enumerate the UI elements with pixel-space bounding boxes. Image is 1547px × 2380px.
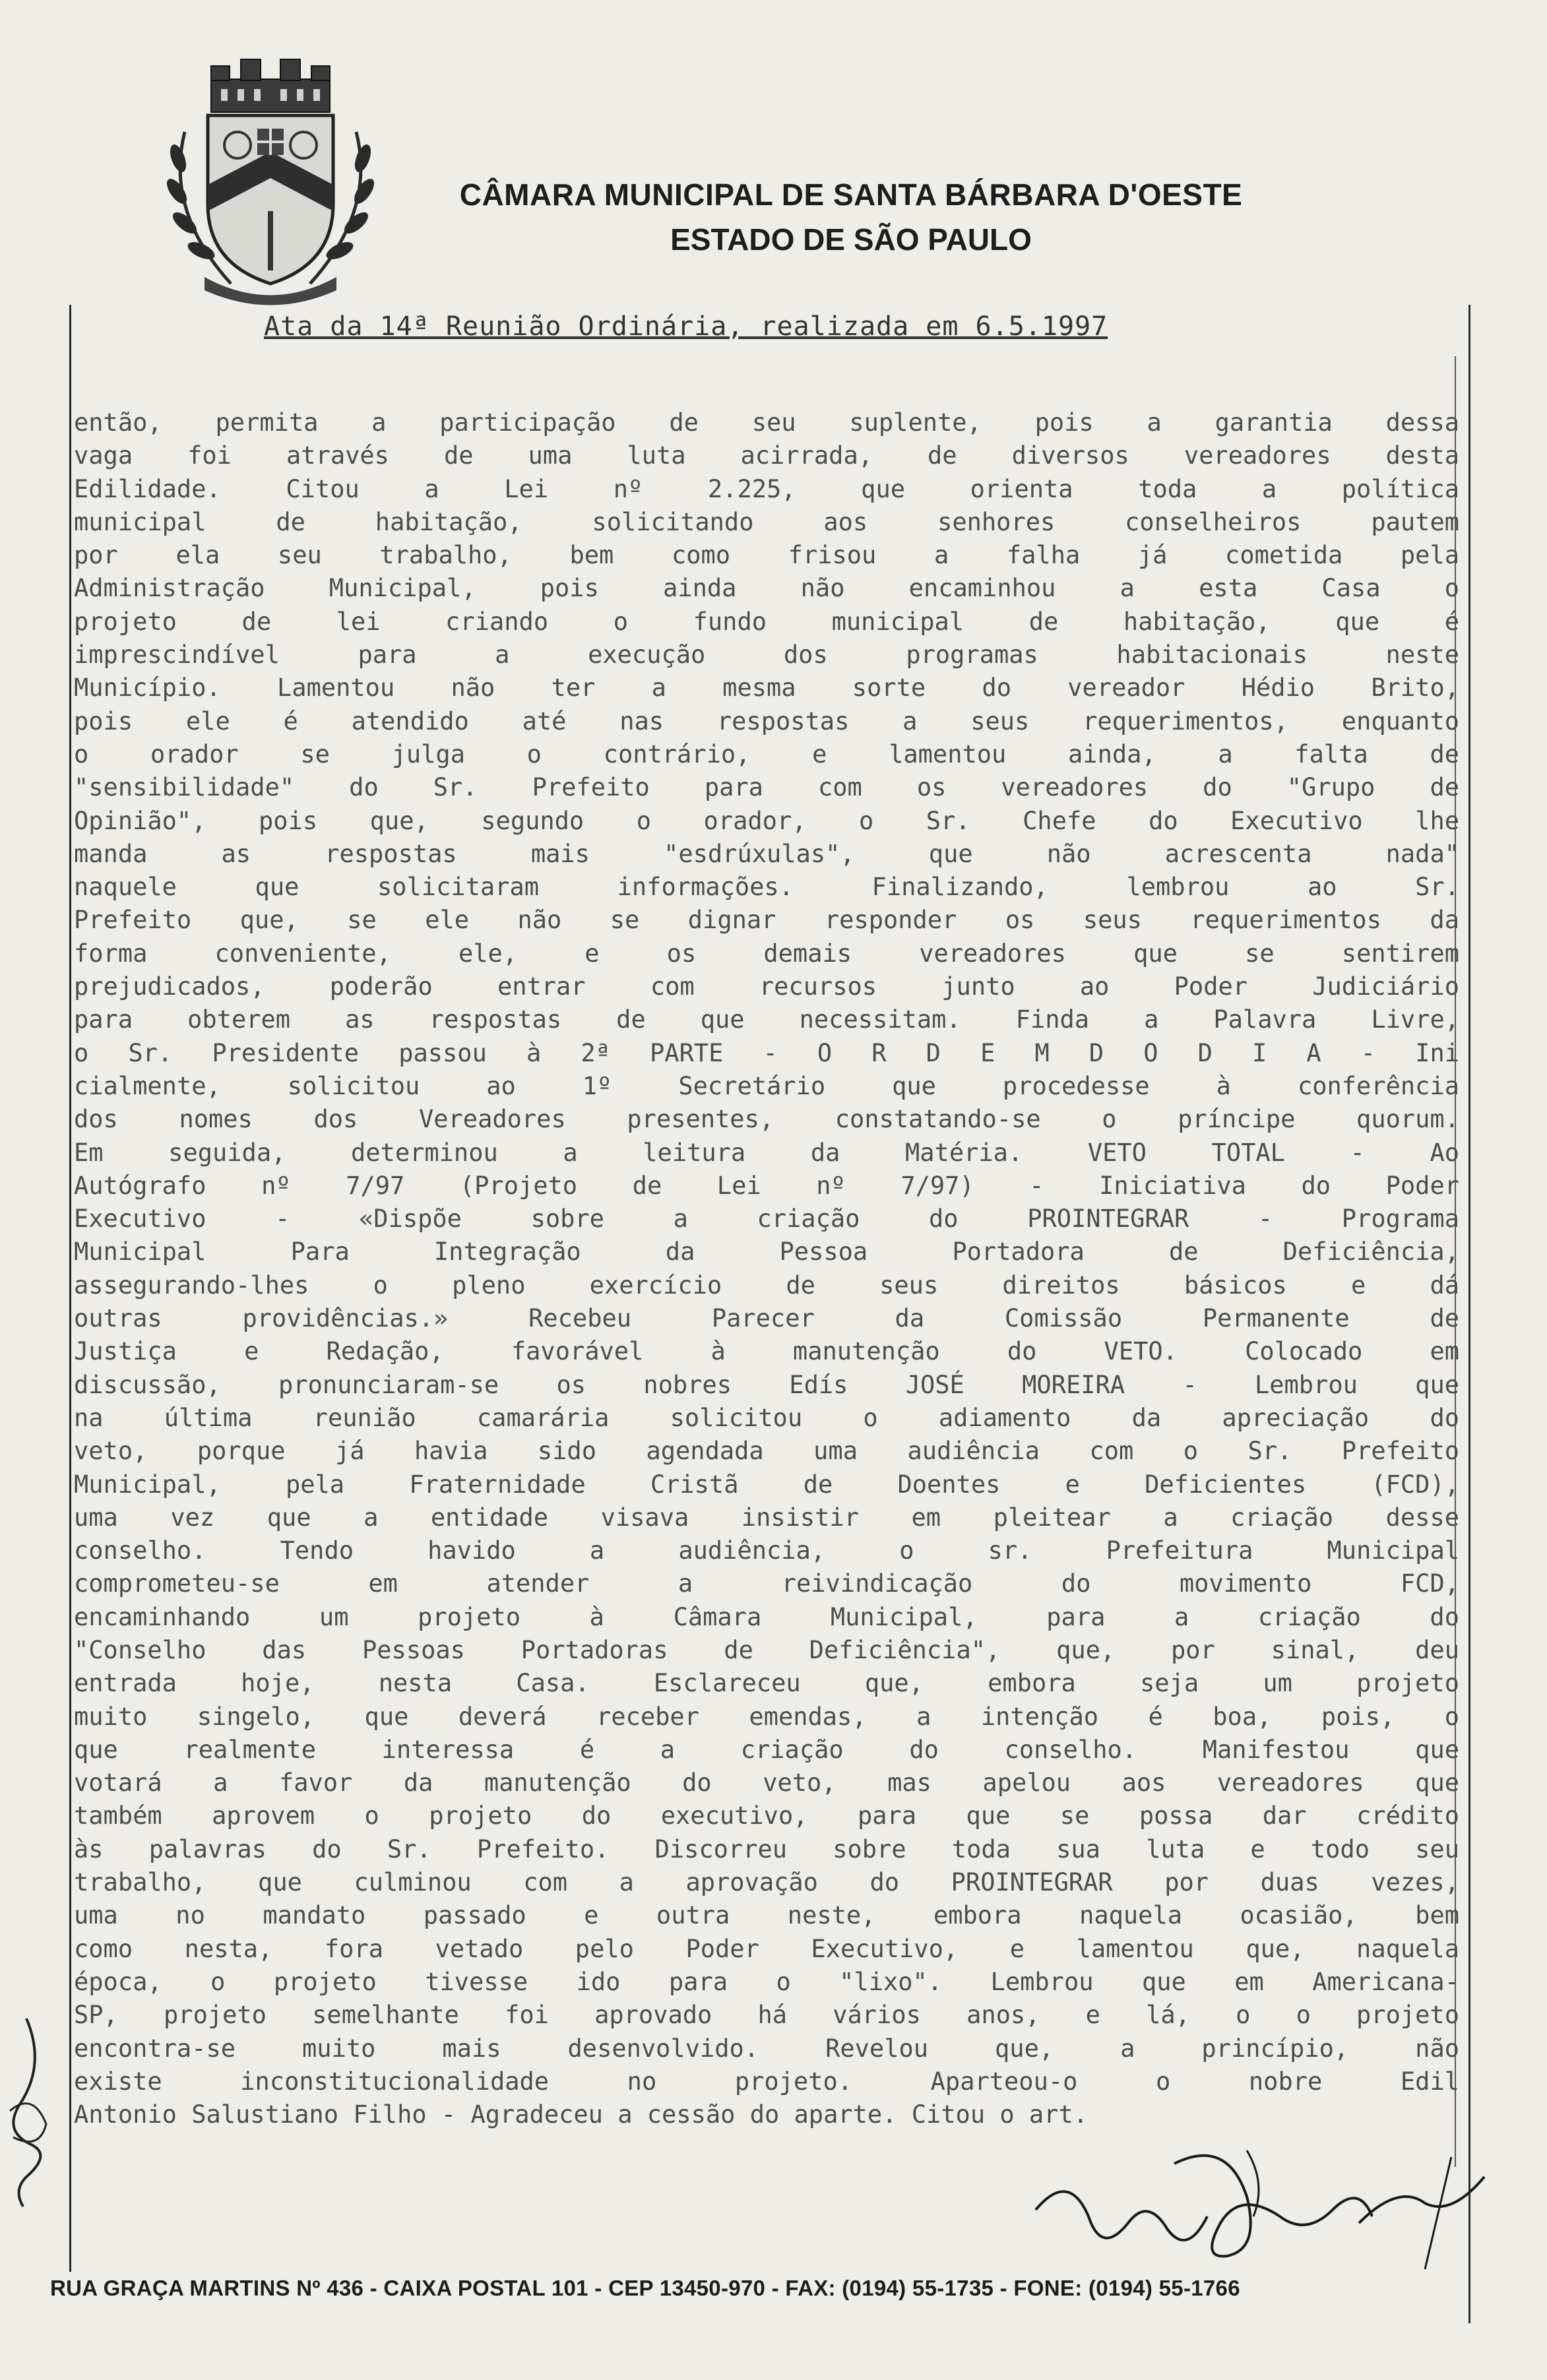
signature-right [1029, 2144, 1491, 2276]
text-line: naquele que solicitaram informações. Finalizando, lembrou ao Sr. [74, 873, 1459, 902]
text-line: Municipal, pela Fraternidade Cristã de Doentes e Deficientes (FCD), [74, 1470, 1459, 1499]
text-line: assegurando-lhes o pleno exercício de seus direitos básicos e dá [74, 1270, 1459, 1300]
address-footer: RUA GRAÇA MARTINS Nº 436 - CAIXA POSTAL 101 - CEP 13450-970 - FAX: (0194) 55-1735 - FONE: (0194) 55-1766 [50, 2276, 1240, 2300]
margin-line-left [69, 305, 71, 2272]
text-line: votará a favor da manutenção do veto, mas apelou aos vereadores que [74, 1769, 1459, 1798]
text-line: SP, projeto semelhante foi aprovado há vários anos, e lá, o o projeto [74, 2001, 1459, 2030]
text-line: muito singelo, que deverá receber emendas, a intenção é boa, pois, o [74, 1702, 1459, 1731]
text-line: municipal de habitação, solicitando aos senhores conselheiros pautem [74, 507, 1459, 536]
text-line: então, permita a participação de seu suplente, pois a garantia dessa [74, 408, 1459, 437]
text-line: comprometeu-se em atender a reivindicação do movimento FCD, [74, 1569, 1459, 1598]
text-line: Em seguida, determinou a leitura da Matéria. VETO TOTAL - Ao [74, 1138, 1459, 1167]
state-name: ESTADO DE SÃO PAULO [670, 222, 1032, 257]
text-line: o orador se julga o contrário, e lamentou ainda, a falta de [74, 739, 1459, 768]
text-line: forma conveniente, ele, e os demais vereadores que se sentirem [74, 939, 1459, 968]
text-line: por ela seu trabalho, bem como frisou a falha já cometida pela [74, 541, 1459, 570]
text-line: Opinião", pois que, segundo o orador, o Sr. Chefe do Executivo lhe [74, 806, 1459, 835]
minutes-body [74, 406, 1459, 2131]
text-line: época, o projeto tivesse ido para o "lixo". Lembrou que em Americana- [74, 1967, 1459, 1996]
text-line: pois ele é atendido até nas respostas a seus requerimentos, enquanto [74, 706, 1459, 736]
text-line: existe inconstitucionalidade no projeto. Aparteou-o o nobre Edil [74, 2067, 1459, 2096]
text-line: para obterem as respostas de que necessitam. Finda a Palavra Livre, [74, 1005, 1459, 1034]
text-line: prejudicados, poderão entrar com recursos junto ao Poder Judiciário [74, 972, 1459, 1001]
text-line: outras providências.» Recebeu Parecer da Comissão Permanente de [74, 1304, 1459, 1333]
text-line: imprescindível para a execução dos programas habitacionais neste [74, 641, 1459, 670]
text-line: cialmente, solicitou ao 1º Secretário que procedesse à conferência [74, 1071, 1459, 1100]
text-line: Justiça e Redação, favorável à manutenção do VETO. Colocado em [74, 1337, 1459, 1366]
text-line: entrada hoje, nesta Casa. Esclareceu que, embora seja um projeto [74, 1669, 1459, 1698]
text-line: também aprovem o projeto do executivo, para que se possa dar crédito [74, 1801, 1459, 1831]
text-line: discussão, pronunciaram-se os nobres Edís JOSÉ MOREIRA - Lembrou que [74, 1370, 1459, 1399]
municipal-crest-icon [158, 53, 383, 310]
text-line: Autógrafo nº 7/97 (Projeto de Lei nº 7/97) - Iniciativa do Poder [74, 1171, 1459, 1200]
text-line: o Sr. Presidente passou à 2ª PARTE - O R D E M D O D I A - Ini [74, 1038, 1459, 1067]
institution-name: CÂMARA MUNICIPAL DE SANTA BÁRBARA D'OESTE [459, 177, 1243, 212]
text-line: "sensibilidade" do Sr. Prefeito para com os vereadores do "Grupo de [74, 773, 1459, 802]
text-line: como nesta, fora vetado pelo Poder Executivo, e lamentou que, naquela [74, 1934, 1459, 1963]
text-line: que realmente interessa é a criação do conselho. Manifestou que [74, 1735, 1459, 1764]
text-line: uma no mandato passado e outra neste, embora naquela ocasião, bem [74, 1901, 1459, 1930]
margin-line-right [1468, 305, 1470, 2323]
text-line: vaga foi através de uma luta acirrada, de diversos vereadores desta [74, 441, 1459, 470]
text-line: Município. Lamentou não ter a mesma sorte do vereador Hédio Brito, [74, 673, 1459, 703]
text-line: conselho. Tendo havido a audiência, o sr. Prefeitura Municipal [74, 1536, 1459, 1565]
minutes-title: Ata da 14ª Reunião Ordinária, realizada em 6.5.1997 [264, 311, 1108, 342]
text-line: dos nomes dos Vereadores presentes, constatando-se o príncipe quorum. [74, 1105, 1459, 1134]
text-line: Executivo - «Dispõe sobre a criação do PROINTEGRAR - Programa [74, 1205, 1459, 1234]
text-line: encontra-se muito mais desenvolvido. Revelou que, a princípio, não [74, 2034, 1459, 2063]
text-line: manda as respostas mais "esdrúxulas", que não acrescenta nada" [74, 839, 1459, 868]
text-line: Edilidade. Citou a Lei nº 2.225, que orienta toda a política [74, 474, 1459, 503]
text-line: Administração Municipal, pois ainda não encaminhou a esta Casa o [74, 574, 1459, 603]
text-line: "Conselho das Pessoas Portadoras de Deficiência", que, por sinal, deu [74, 1635, 1459, 1664]
text-line: Antonio Salustiano Filho - Agradeceu a cessão do aparte. Citou o art. [74, 2100, 1089, 2129]
text-line: Municipal Para Integração da Pessoa Portadora de Deficiência, [74, 1237, 1459, 1267]
text-line: encaminhando um projeto à Câmara Municipal, para a criação do [74, 1602, 1459, 1631]
text-line: Prefeito que, se ele não se dignar responder os seus requerimentos da [74, 906, 1459, 935]
text-line: veto, porque já havia sido agendada uma audiência com o Sr. Prefeito [74, 1437, 1459, 1466]
text-line: uma vez que a entidade visava insistir em pleitear a criação desse [74, 1503, 1459, 1532]
text-line: trabalho, que culminou com a aprovação do PROINTEGRAR por duas vezes, [74, 1868, 1459, 1897]
text-line: na última reunião camarária solicitou o adiamento da apreciação do [74, 1403, 1459, 1432]
signature-left [0, 2012, 59, 2210]
text-line: projeto de lei criando o fundo municipal de habitação, que é [74, 607, 1459, 636]
text-line: às palavras do Sr. Prefeito. Discorreu sobre toda sua luta e todo seu [74, 1834, 1459, 1863]
